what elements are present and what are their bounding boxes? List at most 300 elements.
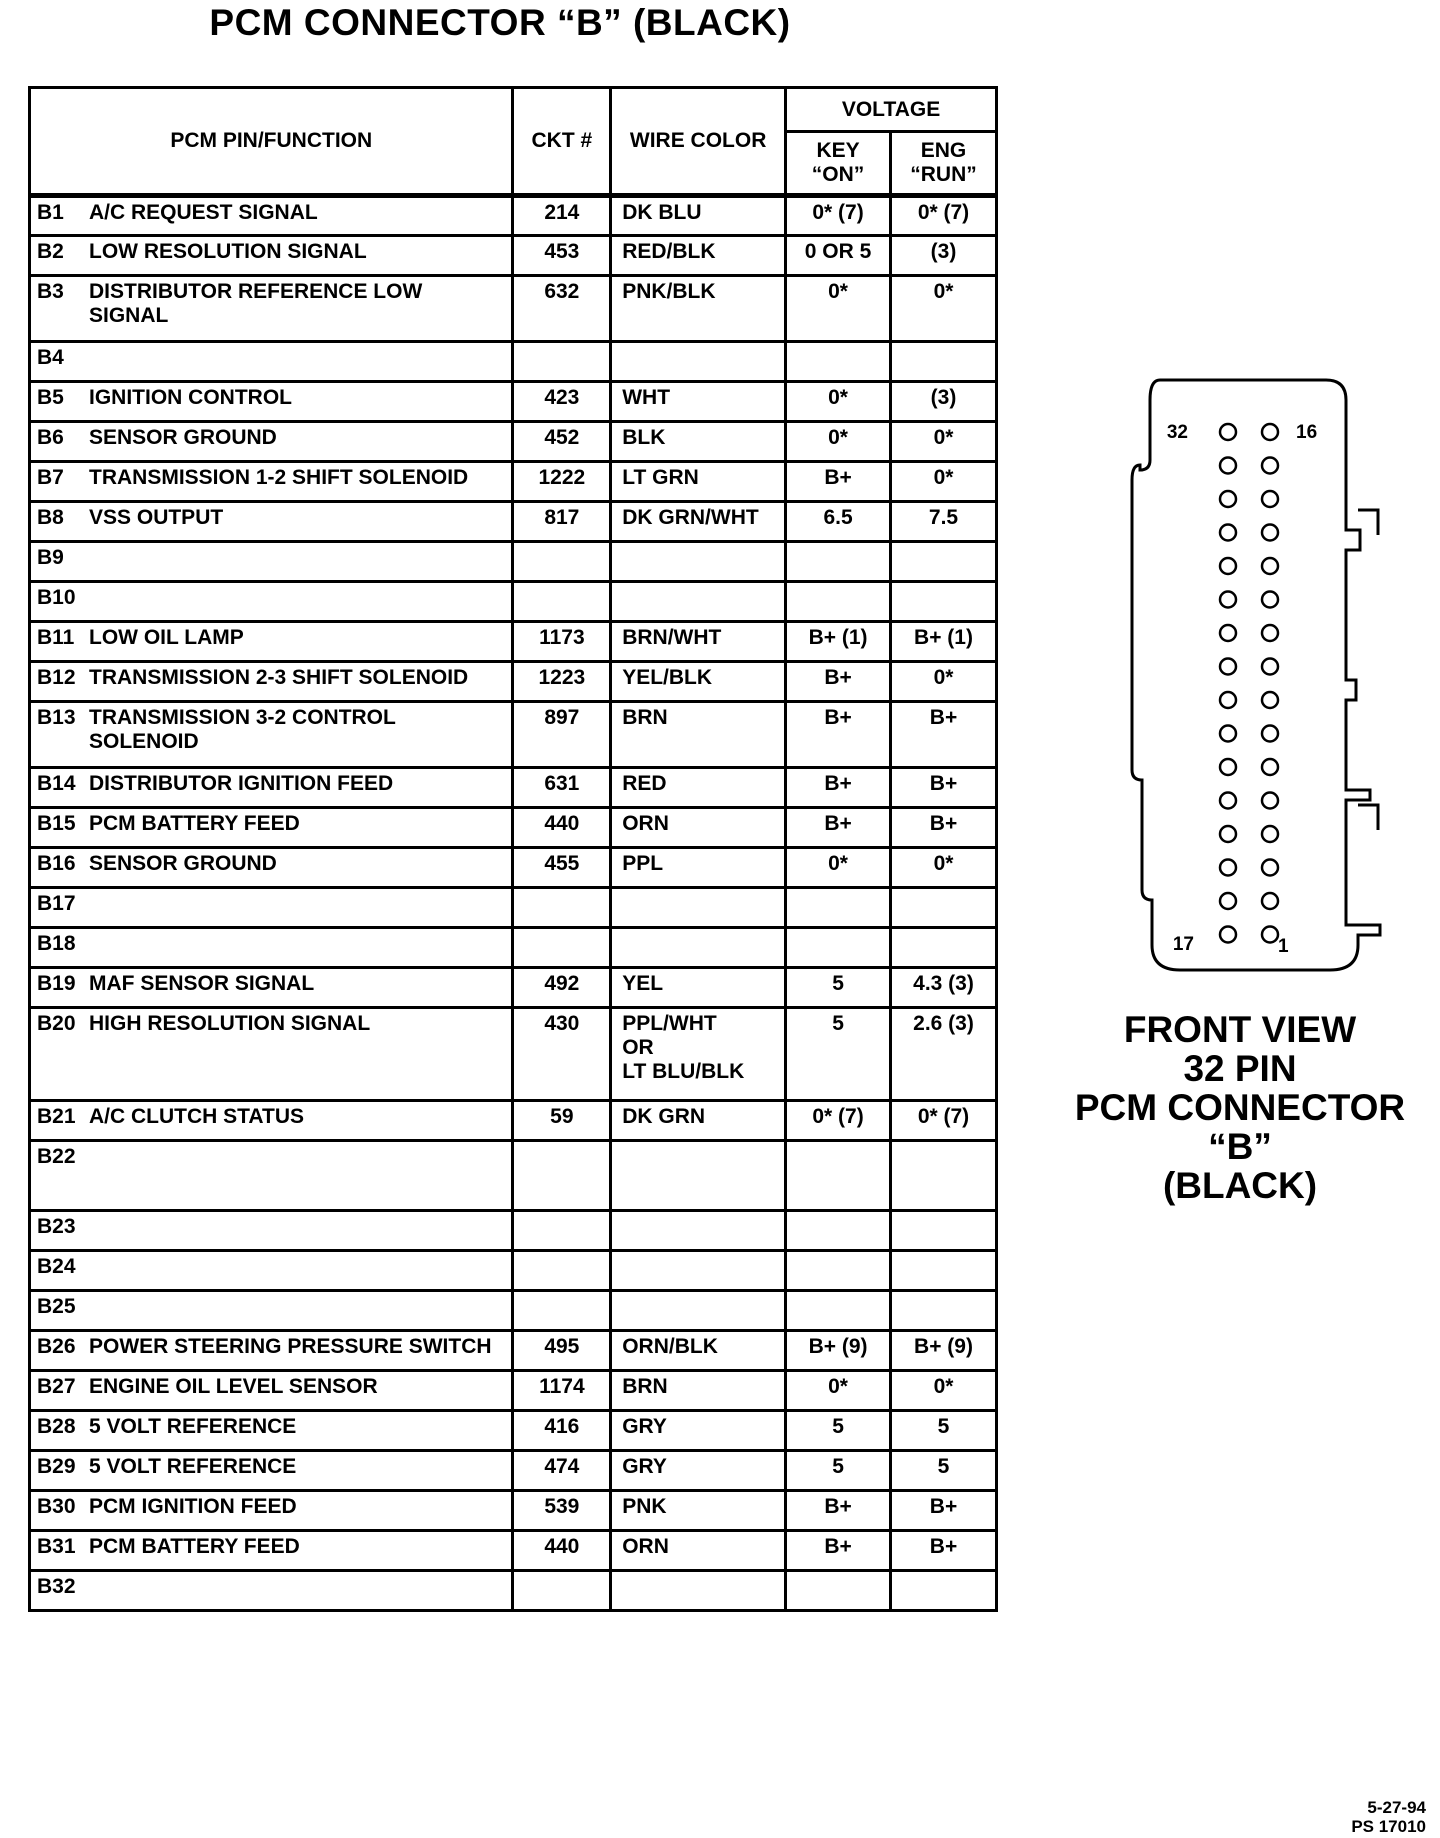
connector-pin-hole bbox=[1220, 692, 1236, 708]
table-row bbox=[30, 276, 997, 342]
voltage-eng-run: 0* bbox=[891, 422, 997, 462]
voltage-eng-run bbox=[891, 342, 997, 382]
connector-pin-hole bbox=[1262, 592, 1278, 608]
table-row bbox=[30, 196, 997, 236]
pin-function-cell bbox=[30, 1008, 513, 1101]
connector-pin-hole bbox=[1220, 826, 1236, 842]
voltage-key-on: B+ bbox=[786, 808, 891, 848]
voltage-key-on: 5 bbox=[786, 1008, 891, 1101]
connector-pin-hole bbox=[1262, 659, 1278, 675]
caption-line-2: 32 PIN bbox=[1183, 1048, 1297, 1089]
pin-function: TRANSMISSION 2-3 SHIFT SOLENOID bbox=[89, 666, 469, 689]
pin-function-cell bbox=[30, 422, 513, 462]
pin-id: B4 bbox=[37, 346, 64, 369]
connector-pin-hole bbox=[1262, 458, 1278, 474]
table-row bbox=[30, 1211, 997, 1251]
caption-line-4: “B” bbox=[1208, 1126, 1272, 1167]
table-row bbox=[30, 1451, 997, 1491]
pin-function-cell bbox=[30, 1211, 513, 1251]
connector-pin-hole bbox=[1262, 491, 1278, 507]
voltage-eng-run: B+ bbox=[891, 768, 997, 808]
table-row bbox=[30, 1251, 997, 1291]
connector-pin-hole bbox=[1220, 458, 1236, 474]
circuit-number bbox=[513, 1211, 611, 1251]
voltage-key-on: 0* bbox=[786, 848, 891, 888]
voltage-eng-run: 5 bbox=[891, 1451, 997, 1491]
pin-id: B31 bbox=[37, 1535, 76, 1558]
circuit-number: 817 bbox=[513, 502, 611, 542]
circuit-number bbox=[513, 582, 611, 622]
circuit-number: 59 bbox=[513, 1101, 611, 1141]
voltage-eng-run: B+ bbox=[891, 1491, 997, 1531]
connector-pin-hole bbox=[1220, 893, 1236, 909]
connector-pin-hole bbox=[1220, 759, 1236, 775]
wire-color bbox=[611, 1411, 786, 1451]
wire-color-line: YEL/BLK bbox=[622, 666, 713, 689]
voltage-eng-run: 4.3 (3) bbox=[891, 968, 997, 1008]
voltage-key-on: 0* bbox=[786, 382, 891, 422]
wire-color-line: BRN bbox=[622, 1375, 668, 1398]
table-row bbox=[30, 768, 997, 808]
circuit-number bbox=[513, 1141, 611, 1211]
wire-color-line: RED/BLK bbox=[622, 240, 716, 263]
voltage-eng-run bbox=[891, 1251, 997, 1291]
connector-outline bbox=[1132, 380, 1380, 970]
pin-rows bbox=[30, 196, 997, 1611]
header-voltage: VOLTAGE bbox=[786, 88, 997, 132]
table-row bbox=[30, 582, 997, 622]
pin-id: B10 bbox=[37, 586, 76, 609]
voltage-key-on: 5 bbox=[786, 1451, 891, 1491]
pin-function: SENSOR GROUND bbox=[89, 426, 277, 449]
pin-id: B19 bbox=[37, 972, 76, 995]
wire-color bbox=[611, 196, 786, 236]
circuit-number bbox=[513, 1251, 611, 1291]
voltage-eng-run: 0* bbox=[891, 662, 997, 702]
voltage-key-on: B+ bbox=[786, 662, 891, 702]
pin-id: B29 bbox=[37, 1455, 76, 1478]
wire-color bbox=[611, 808, 786, 848]
circuit-number: 632 bbox=[513, 276, 611, 342]
wire-color bbox=[611, 968, 786, 1008]
wire-color bbox=[611, 928, 786, 968]
pin-function: SENSOR GROUND bbox=[89, 852, 277, 875]
pin-function: PCM BATTERY FEED bbox=[89, 812, 300, 835]
pin-function-cell bbox=[30, 1571, 513, 1611]
table-row bbox=[30, 1411, 997, 1451]
pin-function: LOW RESOLUTION SIGNAL bbox=[89, 240, 367, 263]
voltage-key-on: 0 OR 5 bbox=[786, 236, 891, 276]
table-row bbox=[30, 1008, 997, 1101]
wire-color-line: PNK bbox=[622, 1495, 667, 1518]
voltage-key-on: 0* bbox=[786, 422, 891, 462]
header-wire-color: WIRE COLOR bbox=[611, 88, 786, 196]
connector-pin-hole bbox=[1220, 592, 1236, 608]
voltage-eng-run bbox=[891, 928, 997, 968]
table-row bbox=[30, 236, 997, 276]
table-row bbox=[30, 1371, 997, 1411]
pin-id: B24 bbox=[37, 1255, 76, 1278]
voltage-eng-run: (3) bbox=[891, 236, 997, 276]
pin-function: PCM BATTERY FEED bbox=[89, 1535, 300, 1558]
pin-id: B1 bbox=[37, 201, 64, 224]
header-function: PCM PIN/FUNCTION bbox=[30, 88, 513, 196]
voltage-key-on bbox=[786, 888, 891, 928]
voltage-key-on bbox=[786, 1291, 891, 1331]
pin-id: B2 bbox=[37, 240, 64, 263]
table-row bbox=[30, 848, 997, 888]
connector-pin-hole bbox=[1220, 424, 1236, 440]
connector-pin-hole bbox=[1262, 558, 1278, 574]
voltage-eng-run bbox=[891, 1141, 997, 1211]
table-row bbox=[30, 1571, 997, 1611]
pin-id: B21 bbox=[37, 1105, 76, 1128]
pin-function-cell bbox=[30, 1291, 513, 1331]
header-eng-run: ENG “RUN” bbox=[891, 132, 997, 196]
pin-function: HIGH RESOLUTION SIGNAL bbox=[89, 1012, 371, 1035]
pin-function-cell bbox=[30, 236, 513, 276]
voltage-eng-run: 0* bbox=[891, 1371, 997, 1411]
voltage-key-on: B+ bbox=[786, 1491, 891, 1531]
connector-pin-hole bbox=[1220, 625, 1236, 641]
table-row bbox=[30, 662, 997, 702]
connector-pin-hole bbox=[1220, 558, 1236, 574]
circuit-number: 1223 bbox=[513, 662, 611, 702]
voltage-key-on: B+ bbox=[786, 1531, 891, 1571]
pin-id: B28 bbox=[37, 1415, 76, 1438]
wire-color-line: BRN bbox=[622, 706, 668, 729]
pin-id: B18 bbox=[37, 932, 76, 955]
connector-pin-hole bbox=[1220, 860, 1236, 876]
pin-function-cell bbox=[30, 702, 513, 768]
voltage-eng-run: 0* bbox=[891, 462, 997, 502]
circuit-number: 440 bbox=[513, 1531, 611, 1571]
pin-id: B3 bbox=[37, 280, 64, 303]
circuit-number: 474 bbox=[513, 1451, 611, 1491]
wire-color bbox=[611, 1571, 786, 1611]
connector-pin-hole bbox=[1220, 793, 1236, 809]
pin-function-cell bbox=[30, 622, 513, 662]
voltage-key-on: 0* (7) bbox=[786, 196, 891, 236]
circuit-number: 455 bbox=[513, 848, 611, 888]
wire-color-line: RED bbox=[622, 772, 667, 795]
voltage-key-on bbox=[786, 542, 891, 582]
wire-color bbox=[611, 1291, 786, 1331]
voltage-key-on: B+ (1) bbox=[786, 622, 891, 662]
pin-function: ENGINE OIL LEVEL SENSOR bbox=[89, 1375, 378, 1398]
pin-function-cell bbox=[30, 888, 513, 928]
wire-color-line: LT BLU/BLK bbox=[622, 1060, 745, 1083]
connector-pin-hole bbox=[1262, 860, 1278, 876]
circuit-number: 416 bbox=[513, 1411, 611, 1451]
table-row bbox=[30, 1331, 997, 1371]
pin-id: B17 bbox=[37, 892, 76, 915]
circuit-number: 631 bbox=[513, 768, 611, 808]
voltage-eng-run bbox=[891, 1211, 997, 1251]
connector-pin-hole bbox=[1220, 491, 1236, 507]
table-row bbox=[30, 928, 997, 968]
wire-color-line: DK GRN bbox=[622, 1105, 706, 1128]
voltage-eng-run: (3) bbox=[891, 382, 997, 422]
pin-function-cell bbox=[30, 808, 513, 848]
header-ckt: CKT # bbox=[513, 88, 611, 196]
wire-color-line: ORN/BLK bbox=[622, 1335, 718, 1358]
pin-id: B23 bbox=[37, 1215, 76, 1238]
wire-color-line: PNK/BLK bbox=[622, 280, 716, 303]
pin-id: B30 bbox=[37, 1495, 76, 1518]
voltage-eng-run: B+ bbox=[891, 1531, 997, 1571]
table-row bbox=[30, 1141, 997, 1211]
wire-color bbox=[611, 1008, 786, 1101]
pin-function-cell bbox=[30, 502, 513, 542]
voltage-key-on bbox=[786, 342, 891, 382]
pin-function: 5 VOLT REFERENCE bbox=[89, 1455, 297, 1478]
pin-label-1: 1 bbox=[1278, 936, 1289, 957]
pin-id: B27 bbox=[37, 1375, 76, 1398]
circuit-number: 440 bbox=[513, 808, 611, 848]
table-row bbox=[30, 502, 997, 542]
connector-front-view-diagram bbox=[1120, 370, 1390, 990]
pin-function: VSS OUTPUT bbox=[89, 506, 224, 529]
wire-color bbox=[611, 422, 786, 462]
circuit-number bbox=[513, 542, 611, 582]
connector-pins bbox=[1220, 424, 1278, 943]
pin-function-cell bbox=[30, 1331, 513, 1371]
pin-id: B20 bbox=[37, 1012, 76, 1035]
wire-color bbox=[611, 1491, 786, 1531]
pin-function-cell bbox=[30, 196, 513, 236]
wire-color bbox=[611, 848, 786, 888]
pin-id: B25 bbox=[37, 1295, 76, 1318]
circuit-number: 539 bbox=[513, 1491, 611, 1531]
table-row bbox=[30, 1291, 997, 1331]
wire-color bbox=[611, 1211, 786, 1251]
wire-color-line: BLK bbox=[622, 426, 666, 449]
pin-id: B11 bbox=[37, 626, 75, 649]
circuit-number: 453 bbox=[513, 236, 611, 276]
wire-color bbox=[611, 662, 786, 702]
voltage-eng-run: 0* (7) bbox=[891, 1101, 997, 1141]
pin-function-cell bbox=[30, 848, 513, 888]
wire-color bbox=[611, 768, 786, 808]
wire-color bbox=[611, 888, 786, 928]
pin-label-16: 16 bbox=[1296, 422, 1318, 443]
connector-pin-hole bbox=[1262, 625, 1278, 641]
circuit-number: 423 bbox=[513, 382, 611, 422]
caption-line-3: PCM CONNECTOR bbox=[1074, 1087, 1406, 1128]
table-row bbox=[30, 808, 997, 848]
circuit-number: 1222 bbox=[513, 462, 611, 502]
pin-id: B15 bbox=[37, 812, 76, 835]
wire-color bbox=[611, 276, 786, 342]
circuit-number bbox=[513, 888, 611, 928]
connector-pin-hole bbox=[1262, 525, 1278, 541]
connector-pin-hole bbox=[1262, 927, 1278, 943]
voltage-key-on: 0* bbox=[786, 276, 891, 342]
pin-label-32: 32 bbox=[1166, 422, 1188, 443]
connector-pin-hole bbox=[1262, 424, 1278, 440]
voltage-key-on: 6.5 bbox=[786, 502, 891, 542]
voltage-key-on bbox=[786, 582, 891, 622]
pin-id: B22 bbox=[37, 1145, 76, 1168]
pin-function: POWER STEERING PRESSURE SWITCH bbox=[89, 1335, 492, 1358]
connector-pin-hole bbox=[1262, 759, 1278, 775]
pin-function: PCM IGNITION FEED bbox=[89, 1495, 297, 1518]
pin-id: B26 bbox=[37, 1335, 76, 1358]
pin-function-cell bbox=[30, 342, 513, 382]
wire-color bbox=[611, 462, 786, 502]
wire-color-line: OR bbox=[622, 1036, 654, 1059]
voltage-eng-run bbox=[891, 582, 997, 622]
pin-id: B13 bbox=[37, 706, 76, 729]
voltage-key-on: 5 bbox=[786, 968, 891, 1008]
pin-function-cell bbox=[30, 1141, 513, 1211]
pin-function-cell bbox=[30, 542, 513, 582]
wire-color-line: ORN bbox=[622, 812, 669, 835]
circuit-number: 214 bbox=[513, 196, 611, 236]
wire-color bbox=[611, 236, 786, 276]
voltage-eng-run bbox=[891, 1291, 997, 1331]
caption-line-5: (BLACK) bbox=[1162, 1165, 1318, 1206]
circuit-number: 492 bbox=[513, 968, 611, 1008]
pin-function: DISTRIBUTOR REFERENCE LOW SIGNAL bbox=[89, 280, 423, 327]
connector-pin-hole bbox=[1220, 726, 1236, 742]
pin-id: B32 bbox=[37, 1575, 76, 1598]
wire-color-line: GRY bbox=[622, 1415, 667, 1438]
voltage-eng-run: 0* bbox=[891, 276, 997, 342]
pin-function-cell bbox=[30, 1101, 513, 1141]
voltage-key-on bbox=[786, 928, 891, 968]
pin-label-17: 17 bbox=[1172, 934, 1194, 955]
stamp-code: PS 17010 bbox=[1351, 1817, 1426, 1836]
pin-function: A/C CLUTCH STATUS bbox=[89, 1105, 305, 1128]
pin-function: TRANSMISSION 1-2 SHIFT SOLENOID bbox=[89, 466, 469, 489]
wire-color bbox=[611, 1331, 786, 1371]
pin-function-cell bbox=[30, 1531, 513, 1571]
connector-pin-hole bbox=[1220, 659, 1236, 675]
connector-pin-hole bbox=[1262, 793, 1278, 809]
wire-color-line: GRY bbox=[622, 1455, 667, 1478]
table-row bbox=[30, 542, 997, 582]
wire-color bbox=[611, 622, 786, 662]
pin-function: 5 VOLT REFERENCE bbox=[89, 1415, 297, 1438]
pin-function-cell bbox=[30, 462, 513, 502]
voltage-eng-run: 7.5 bbox=[891, 502, 997, 542]
pin-function-cell bbox=[30, 1451, 513, 1491]
wire-color bbox=[611, 1141, 786, 1211]
pin-function: TRANSMISSION 3-2 CONTROL SOLENOID bbox=[89, 706, 396, 753]
voltage-eng-run: 0* (7) bbox=[891, 196, 997, 236]
wire-color bbox=[611, 542, 786, 582]
table-row bbox=[30, 968, 997, 1008]
wire-color bbox=[611, 1251, 786, 1291]
circuit-number: 430 bbox=[513, 1008, 611, 1101]
table-row bbox=[30, 702, 997, 768]
table-row bbox=[30, 382, 997, 422]
circuit-number bbox=[513, 342, 611, 382]
wire-color bbox=[611, 1451, 786, 1491]
pin-id: B12 bbox=[37, 666, 76, 689]
circuit-number bbox=[513, 1571, 611, 1611]
pin-function-cell bbox=[30, 1411, 513, 1451]
stamp-date: 5-27-94 bbox=[1367, 1798, 1426, 1817]
voltage-eng-run bbox=[891, 542, 997, 582]
pin-function-cell bbox=[30, 582, 513, 622]
circuit-number bbox=[513, 928, 611, 968]
wire-color-line: ORN bbox=[622, 1535, 669, 1558]
voltage-eng-run bbox=[891, 1571, 997, 1611]
connector-pin-hole bbox=[1262, 692, 1278, 708]
pin-function-cell bbox=[30, 382, 513, 422]
wire-color bbox=[611, 1101, 786, 1141]
voltage-key-on: 5 bbox=[786, 1411, 891, 1451]
table-row bbox=[30, 1531, 997, 1571]
voltage-key-on: 0* bbox=[786, 1371, 891, 1411]
table-row bbox=[30, 342, 997, 382]
voltage-eng-run bbox=[891, 888, 997, 928]
wire-color bbox=[611, 382, 786, 422]
pin-function: IGNITION CONTROL bbox=[89, 386, 292, 409]
connector-pin-hole bbox=[1262, 826, 1278, 842]
pin-id: B16 bbox=[37, 852, 76, 875]
connector-pin-hole bbox=[1262, 893, 1278, 909]
voltage-key-on bbox=[786, 1211, 891, 1251]
pin-id: B7 bbox=[37, 466, 64, 489]
voltage-key-on: B+ bbox=[786, 702, 891, 768]
pin-id: B6 bbox=[37, 426, 64, 449]
pin-function-cell bbox=[30, 928, 513, 968]
pin-id: B5 bbox=[37, 386, 64, 409]
voltage-eng-run: 0* bbox=[891, 848, 997, 888]
pin-function: MAF SENSOR SIGNAL bbox=[89, 972, 315, 995]
pin-function-cell bbox=[30, 1491, 513, 1531]
connector-pin-hole bbox=[1220, 927, 1236, 943]
wire-color-line: YEL bbox=[622, 972, 664, 995]
connector-pin-hole bbox=[1262, 726, 1278, 742]
wire-color-line: PPL bbox=[622, 852, 664, 875]
circuit-number: 495 bbox=[513, 1331, 611, 1371]
wire-color-line: PPL/WHT bbox=[622, 1012, 717, 1035]
voltage-key-on: B+ bbox=[786, 768, 891, 808]
wire-color bbox=[611, 1371, 786, 1411]
pin-function-cell bbox=[30, 968, 513, 1008]
table-row bbox=[30, 1491, 997, 1531]
connector-caption bbox=[1040, 1010, 1440, 1205]
voltage-key-on: 0* (7) bbox=[786, 1101, 891, 1141]
wire-color-line: DK GRN/WHT bbox=[622, 506, 759, 529]
circuit-number: 1174 bbox=[513, 1371, 611, 1411]
voltage-key-on bbox=[786, 1251, 891, 1291]
pin-function: A/C REQUEST SIGNAL bbox=[89, 201, 318, 224]
voltage-key-on: B+ (9) bbox=[786, 1331, 891, 1371]
voltage-eng-run: B+ bbox=[891, 808, 997, 848]
header-key-on: KEY “ON” bbox=[786, 132, 891, 196]
pin-function-cell bbox=[30, 1371, 513, 1411]
pin-function-cell bbox=[30, 276, 513, 342]
table-row bbox=[30, 622, 997, 662]
wire-color bbox=[611, 502, 786, 542]
pin-function: DISTRIBUTOR IGNITION FEED bbox=[89, 772, 394, 795]
pin-function-cell bbox=[30, 662, 513, 702]
table-row bbox=[30, 888, 997, 928]
wire-color-line: WHT bbox=[622, 386, 671, 409]
voltage-eng-run: 5 bbox=[891, 1411, 997, 1451]
wire-color bbox=[611, 342, 786, 382]
circuit-number: 897 bbox=[513, 702, 611, 768]
pin-table bbox=[28, 86, 998, 1612]
circuit-number: 1173 bbox=[513, 622, 611, 662]
caption-line-1: FRONT VIEW bbox=[1123, 1009, 1357, 1050]
